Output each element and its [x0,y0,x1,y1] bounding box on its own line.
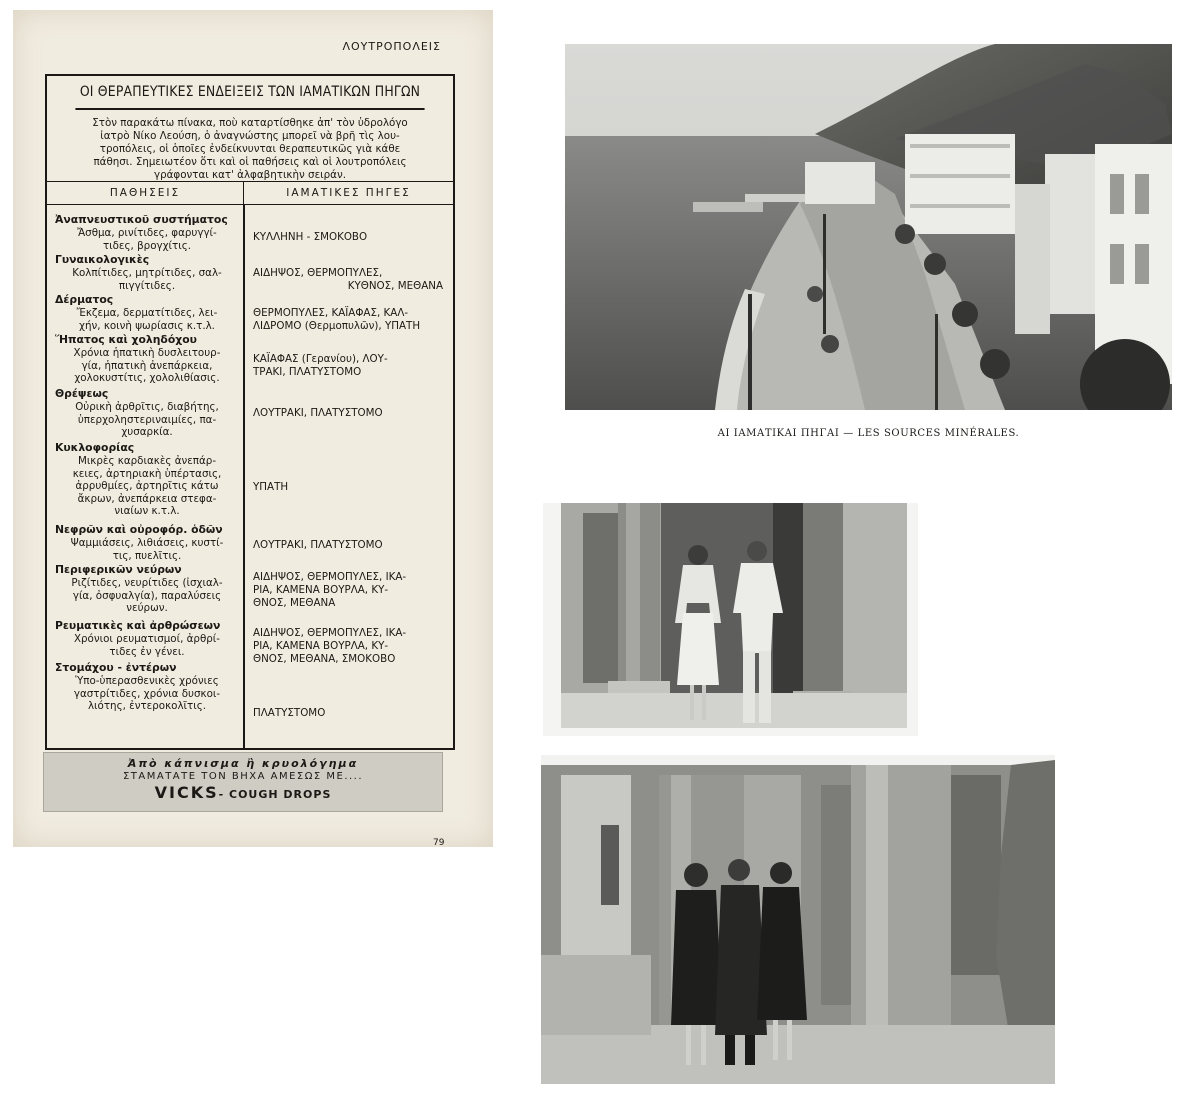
spring-names: ΑΙΔΗΨΟΣ, ΘΕΡΜΟΠΥΛΕΣ, ΙΚΑ- ΡΙΑ, ΚΑΜΕΝΑ ΒΟΥΡΛΑ, ΚΥ- ΘΝΟΣ, ΜΕΘΑΝΑ [253,571,407,609]
spring-names: ΑΙΔΗΨΟΣ, ΘΕΡΜΟΠΥΛΕΣ, ΙΚΑ- ΡΙΑ, ΚΑΜΕΝΑ ΒΟΥΡΛΑ, ΚΥ- ΘΝΟΣ, ΜΕΘΑΝΑ, ΣΜΟΚΟΒΟ [253,627,407,665]
running-head: ΛΟΥΤΡΟΠΟΛΕΙΣ [342,40,441,53]
column-header-springs: ΙΑΜΑΤΙΚΕΣ ΠΗΓΕΣ [286,187,411,199]
intro-line: γράφονται κατ' ἀλφαβητικὴν σειράν. [154,169,346,181]
condition-description: Ριζίτιδες, νευρίτιδες (ἰσχιαλ- γία, ὀσφυαλγία), παραλύσεις νεύρων. [71,577,223,614]
condition-description: Οὐρικὴ ἀρθρῖτις, διαβήτης, ὑπερχοληστεριναιμίες, πα- χυσαρκία. [75,401,219,438]
group-of-three-photo [541,755,1055,1084]
ad-tagline: Ἀπὸ κάπνισμα ἢ κρυολόγημα [127,757,359,770]
spring-names: ΛΟΥΤΡΑΚΙ, ΠΛΑΤΥΣΤΟΜΟ [253,539,383,551]
ad-slogan: ΣΤΑΜΑΤΑΤΕ ΤΟΝ ΒΗΧΑ ΑΜΕΣΩΣ ΜΕ.... [122,771,364,782]
condition-category: Νεφρῶν καὶ οὐροφόρ. ὁδῶν [55,523,223,536]
table-body [47,205,453,749]
column-header-conditions: ΠΑΘΗΣΕΙΣ [47,182,244,204]
condition-description: Χρόνιοι ρευματισμοί, ἀρθρί- τιδες ἐν γένει. [73,633,221,658]
table-title: ΟΙ ΘΕΡΑΠΕΥΤΙΚΕΣ ΕΝΔΕΙΞΕΙΣ ΤΩΝ ΙΑΜΑΤΙΚΩΝ ΠΗΓΩΝ [75,76,424,110]
spring-names: ΛΟΥΤΡΑΚΙ, ΠΛΑΤΥΣΤΟΜΟ [253,407,383,419]
condition-category: Ρευματικὲς καὶ ἀρθρώσεων [55,619,221,632]
ad-brand: VICKS [154,783,219,802]
intro-line: Στὸν παρακάτω πίνακα, ποὺ καταρτίσθηκε ἀπ' τὸν ὑδρολόγο [92,117,408,129]
condition-category: Γυναικολογικὲς [55,253,150,266]
condition-category: Περιφερικῶν νεύρων [55,563,182,576]
spring-names: ΥΠΑΤΗ [253,481,289,493]
condition-category: Δέρματος [55,293,114,306]
intro-line: τροπόλεις, οἱ ὁποῖες ἐνδείκνυνται θεραπευτικῶς γιὰ κάθε [99,143,401,155]
ad-brand-line [44,783,442,802]
condition-category: Ἥπατος καὶ χοληδόχου [55,333,197,346]
couple-portrait-photo [543,503,918,736]
intro-paragraph [47,110,453,182]
spring-names: ΚΑΪΑΦΑΣ (Γερανίου), ΛΟΥ- ΤΡΑΚΙ, ΠΛΑΤΥΣΤΟΜΟ [253,353,388,378]
spring-names: ΠΛΑΤΥΣΤΟΜΟ [253,707,326,719]
condition-description: Ἔκζεμα, δερματίτιδες, λει- χήν, κοινὴ ψωρίασις κ.τ.λ. [76,307,218,332]
intro-line: πάθησι. Σημειωτέον ὅτι καὶ οἱ παθήσεις καὶ οἱ λουτροπόλεις [93,156,407,168]
spring-names: ΘΕΡΜΟΠΥΛΕΣ, ΚΑΪΑΦΑΣ, ΚΑΛ- ΛΙΔΡΟΜΟ (Θερμοπυλῶν), ΥΠΑΤΗ [253,307,421,332]
ad-product: - COUGH DROPS [218,788,332,801]
spring-names: ΑΙΔΗΨΟΣ, ΘΕΡΜΟΠΥΛΕΣ, ΚΥΘΝΟΣ, ΜΕΘΑΝΑ [253,267,443,292]
condition-category: Ἀναπνευστικοῦ συστήματος [55,213,228,226]
magazine-page [13,10,493,847]
condition-category: Θρέψεως [55,387,109,400]
condition-category: Στομάχου - ἐντέρων [55,661,177,674]
coast-photo-caption: ΑΙ ΙΑΜΑΤΙΚΑΙ ΠΗΓΑΙ — LES SOURCES MINÉRALES. [717,428,1020,439]
coastal-promenade-photo [565,44,1172,410]
vicks-advertisement [43,752,443,812]
indications-table [45,74,455,750]
column-divider [243,205,245,749]
condition-description: Χρόνια ἡπατικὴ δυσλειτουρ- γία, ἡπατικὴ ἀνεπάρκεια, χολοκυστίτις, χολολιθίασις. [73,347,221,384]
condition-description: Ἄσθμα, ρινίτιδες, φαρυγγί- τιδες, βρογχίτις. [77,227,217,252]
condition-description: Κολπίτιδες, μητρίτιδες, σαλ- πιγγίτιδες. [72,267,222,292]
condition-description: Ψαμμιάσεις, λιθιάσεις, κυστί- τις, πυελῖτις. [70,537,224,562]
condition-description: Μικρὲς καρδιακὲς ἀνεπάρ- κειες, ἀρτηριακὴ ὑπέρτασις, ἀρρυθμίες, ἀρτηρῖτις κάτω ἄκρων, ἀνεπάρκεια στεφα- νιαίων κ.τ.λ. [72,455,222,517]
condition-description: Ὑπο-ὑπερασθενικὲς χρόνιες γαστρίτιδες, χρόνια δυσκοι- λιότης, ἐντεροκολῖτις. [73,675,221,712]
condition-category: Κυκλοφορίας [55,441,135,454]
page-number: 79 [433,838,445,848]
spring-names: ΚΥΛΛΗΝΗ - ΣΜΟΚΟΒΟ [253,231,368,243]
column-headers [47,182,453,205]
intro-line: ἰατρὸ Νίκο Λεούση, ὁ ἀναγνώστης μπορεῖ νὰ βρῆ τὶς λου- [100,130,400,142]
